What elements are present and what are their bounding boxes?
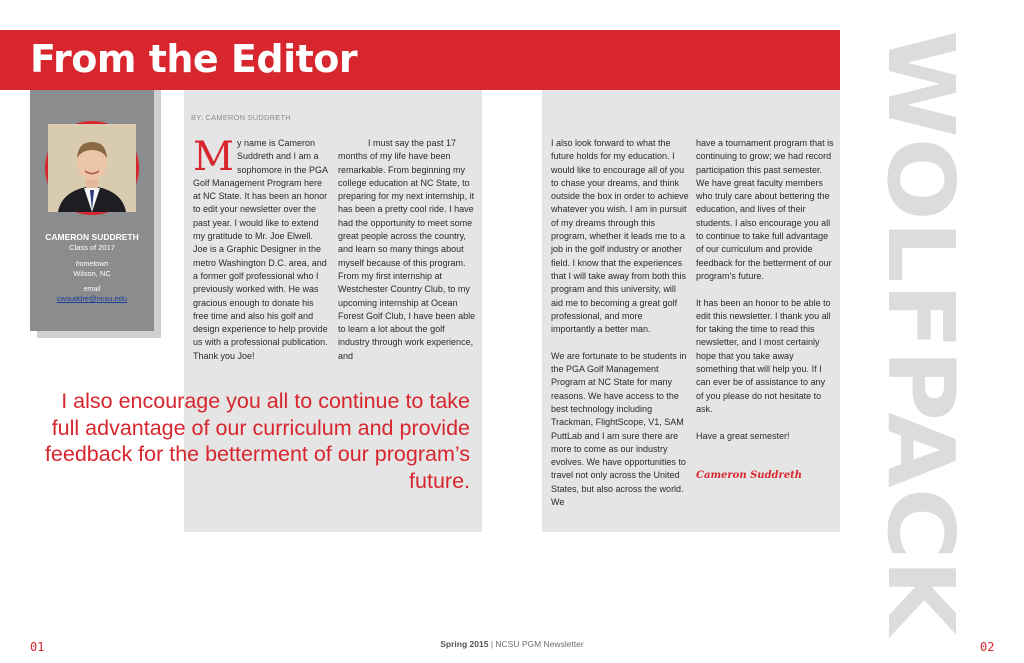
hometown-value: Wilson, NC bbox=[73, 269, 111, 278]
article-column-1 bbox=[193, 134, 329, 363]
article-paragraph: We are fortunate to be students in the PGA Golf Management Program at NC State for many reasons. We have access to the best technology including Trackman, FlightScope, V1, SAM PuttLab and I am sure there are more to come as our industry evolves. We have opportunities to travel not only across the United States, but also across the world. We bbox=[551, 350, 687, 508]
pull-quote: I also encourage you all to continue to take full advantage of our curriculum and provide feedback for the betterment of our program’s future. bbox=[44, 389, 470, 493]
article-paragraph: I must say the past 17 months of my life have been remarkable. From beginning my college education at NC State, to preparing for my next internship, it has been a pretty cool ride. I have had the opportunity to meet some great people across the country, and learn so many things about myself because of this program. From my first internship at Westchester Country Club, to my upcoming internship at Ocean Forest Golf Club, I have been able to learn a lot about the golf industry through work experience, and bbox=[338, 138, 476, 361]
author-portrait bbox=[48, 124, 136, 212]
email-label: email bbox=[83, 286, 101, 293]
article-column-4 bbox=[696, 137, 834, 443]
article-paragraph: have a tournament program that is continuing to grow; we had record participation this past semester. We have great faculty members who truly care about bettering the education, and lives of their students. I also encourage you all to continue to take full advantage of our curriculum and provide feedback for the betterment of our program’s future. bbox=[696, 138, 834, 281]
footer-issue: Spring 2015 bbox=[440, 639, 489, 649]
hometown-label: hometown bbox=[75, 261, 109, 268]
footer: Spring 2015 | NCSU PGM Newsletter bbox=[440, 639, 584, 649]
author-class-year: Class of 2017 bbox=[69, 243, 115, 252]
wolfpack-text: WOLFPACK bbox=[867, 30, 974, 601]
byline: BY: CAMERON SUDDRETH bbox=[191, 113, 291, 122]
page-title: From the Editor bbox=[30, 37, 358, 81]
avatar bbox=[45, 121, 139, 215]
editor-signature: Cameron Suddreth bbox=[696, 470, 803, 481]
author-name: CAMERON SUDDRETH bbox=[45, 232, 139, 242]
article-paragraph: Have a great semester! bbox=[696, 430, 790, 441]
drop-cap: M bbox=[193, 134, 234, 180]
article-paragraph: I also look forward to what the future holds for my education. I would like to encourage all of you to chase your dreams, and think outside the box in order to achieve whatever you wish. I am in pursuit of my dreams through this program, whether it leads me to a job in the golf industry or another field. I know that the experiences that I will take away from both this program and this university, will aid me to becoming a great golf professional, and more importantly a better man. bbox=[551, 138, 689, 335]
page-number-left: 01 bbox=[30, 640, 45, 654]
article-column-2 bbox=[338, 137, 476, 363]
email-link[interactable]: cwsuddre@ncsu.edu bbox=[56, 294, 128, 303]
article-column-3 bbox=[551, 137, 689, 509]
wolfpack-vertical-title bbox=[867, 30, 974, 635]
article-paragraph: It has been an honor to be able to edit this newsletter. I thank you all for taking the time to read this newsletter, and I most certainly hope that you take away something that will help you. If I can ever be of assistance to any of you please do not hesitate to ask. bbox=[696, 297, 831, 414]
article-paragraph: y name is Cameron Suddreth and I am a sophomore in the PGA Golf Management Program here at NC State. It has been an honor to edit your newsletter over the past year. I would like to extend my gratitude to Mr. Joe Elwell. Joe is a Graphic Designer in the metro Washington D.C. area, and a former golf professional who I previously worked with. He was gracious enough to donate his free time and also his golf and design experience to help provide us with a professional publication. Thank you Joe! bbox=[193, 138, 328, 361]
footer-publication: NCSU PGM Newsletter bbox=[495, 639, 584, 649]
page-number-right: 02 bbox=[980, 640, 995, 654]
